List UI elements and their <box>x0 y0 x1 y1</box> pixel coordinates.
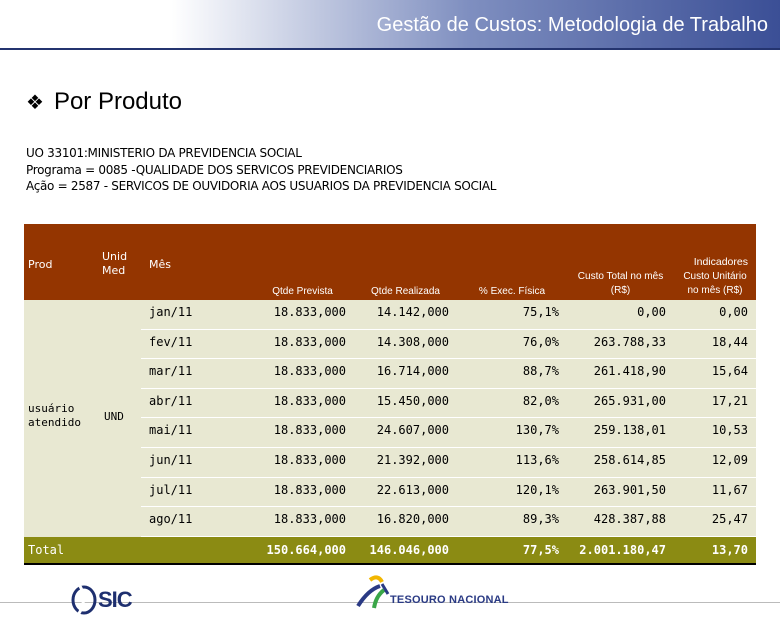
table-cell-custo_total: 265.931,00 <box>567 389 674 419</box>
table-cell-custo_total: 259.138,01 <box>567 418 674 448</box>
table-cell-exec: 88,7% <box>457 359 567 389</box>
table-cell-exec: 82,0% <box>457 389 567 419</box>
table-bottom-border <box>24 563 756 565</box>
header-custo-total: Custo Total no mês (R$) <box>577 271 664 296</box>
table-cell-custo_unit: 12,09 <box>674 448 756 478</box>
table-cell-custo_total: 263.788,33 <box>567 330 674 360</box>
table-cell-exec: 76,0% <box>457 330 567 360</box>
table-cell-mes: jan/11 <box>141 300 251 330</box>
table-cell-exec: 113,6% <box>457 448 567 478</box>
header-unid: Unid Med <box>96 224 141 300</box>
header-mes: Mês <box>141 224 251 300</box>
table-cell-custo_unit: 18,44 <box>674 330 756 360</box>
table-cell-mes: mar/11 <box>141 359 251 389</box>
table-cell-custo_total: 261.418,90 <box>567 359 674 389</box>
info-acao: Ação = 2587 - SERVICOS DE OUVIDORIA AOS USUARIOS DA PREVIDENCIA SOCIAL <box>26 179 497 193</box>
header-qtde-prevista: Qtde Prevista <box>251 224 354 300</box>
table-cell-realizada: 15.450,000 <box>354 389 457 419</box>
table-cell-mes: mai/11 <box>141 418 251 448</box>
table-cell-prevista: 18.833,000 <box>251 330 354 360</box>
header-prod: Prod <box>24 224 96 300</box>
table-cell-prevista: 18.833,000 <box>251 507 354 537</box>
total-label: Total <box>24 537 141 564</box>
table-cell-custo_unit: 0,00 <box>674 300 756 330</box>
table-cell-custo_total: 263.901,50 <box>567 478 674 508</box>
tesouro-nacional-logo-icon <box>352 572 512 612</box>
table-cell-realizada: 16.714,000 <box>354 359 457 389</box>
table-cell-realizada: 16.820,000 <box>354 507 457 537</box>
total-prevista: 150.664,000 <box>251 537 354 564</box>
table-cell-custo_unit: 10,53 <box>674 418 756 448</box>
table-cell-mes: abr/11 <box>141 389 251 419</box>
total-custo_total: 2.001.180,47 <box>567 537 674 564</box>
table-cell-mes: jun/11 <box>141 448 251 478</box>
header-indicadores: Indicadores <box>624 256 756 276</box>
info-programa: Programa = 0085 -QUALIDADE DOS SERVICOS PREVIDENCIARIOS <box>26 162 403 177</box>
sic-logo-text: SIC <box>98 587 132 612</box>
table-cell-custo_unit: 15,64 <box>674 359 756 389</box>
table-cell-exec: 130,7% <box>457 418 567 448</box>
unid-value: UND <box>96 300 141 537</box>
header-divider <box>0 48 780 50</box>
page-title: Gestão de Custos: Metodologia de Trabalho <box>376 14 768 36</box>
table-cell-realizada: 14.308,000 <box>354 330 457 360</box>
table-cell-exec: 75,1% <box>457 300 567 330</box>
section-title: Por Produto <box>53 88 183 115</box>
table-cell-prevista: 18.833,000 <box>251 359 354 389</box>
table-cell-mes: jul/11 <box>141 478 251 508</box>
table-cell-prevista: 18.833,000 <box>251 300 354 330</box>
table-cell-realizada: 21.392,000 <box>354 448 457 478</box>
table-cell-prevista: 18.833,000 <box>251 418 354 448</box>
product-cost-table <box>24 224 756 564</box>
table-cell-exec: 89,3% <box>457 507 567 537</box>
table-cell-realizada: 24.607,000 <box>354 418 457 448</box>
total-realizada: 146.046,000 <box>354 537 457 564</box>
total-custo_unit: 13,70 <box>674 537 756 564</box>
total-mes-empty <box>141 537 251 564</box>
prod-value: usuário atendido <box>24 300 96 537</box>
table-cell-custo_unit: 25,47 <box>674 507 756 537</box>
table-cell-exec: 120,1% <box>457 478 567 508</box>
diamond-bullet-icon: ❖ <box>26 91 44 114</box>
table-cell-custo_unit: 17,21 <box>674 389 756 419</box>
info-block <box>26 145 496 195</box>
tesouro-nacional-text: TESOURO NACIONAL <box>390 594 509 606</box>
header-exec-fisica: % Exec. Física <box>457 224 567 300</box>
table-cell-realizada: 14.142,000 <box>354 300 457 330</box>
total-exec: 77,5% <box>457 537 567 564</box>
table-cell-custo_total: 0,00 <box>567 300 674 330</box>
table-cell-prevista: 18.833,000 <box>251 478 354 508</box>
table-cell-custo_total: 258.614,85 <box>567 448 674 478</box>
info-uo: UO 33101:MINISTERIO DA PREVIDENCIA SOCIAL <box>26 146 302 160</box>
section-heading <box>26 88 182 116</box>
table-cell-mes: ago/11 <box>141 507 251 537</box>
header-custo-unitario: Custo Unitário no mês (R$) <box>683 271 747 296</box>
table-cell-custo_unit: 11,67 <box>674 478 756 508</box>
table-cell-prevista: 18.833,000 <box>251 389 354 419</box>
table-cell-mes: fev/11 <box>141 330 251 360</box>
table-cell-prevista: 18.833,000 <box>251 448 354 478</box>
table-cell-custo_total: 428.387,88 <box>567 507 674 537</box>
table-cell-realizada: 22.613,000 <box>354 478 457 508</box>
header-qtde-realizada: Qtde Realizada <box>354 224 457 300</box>
